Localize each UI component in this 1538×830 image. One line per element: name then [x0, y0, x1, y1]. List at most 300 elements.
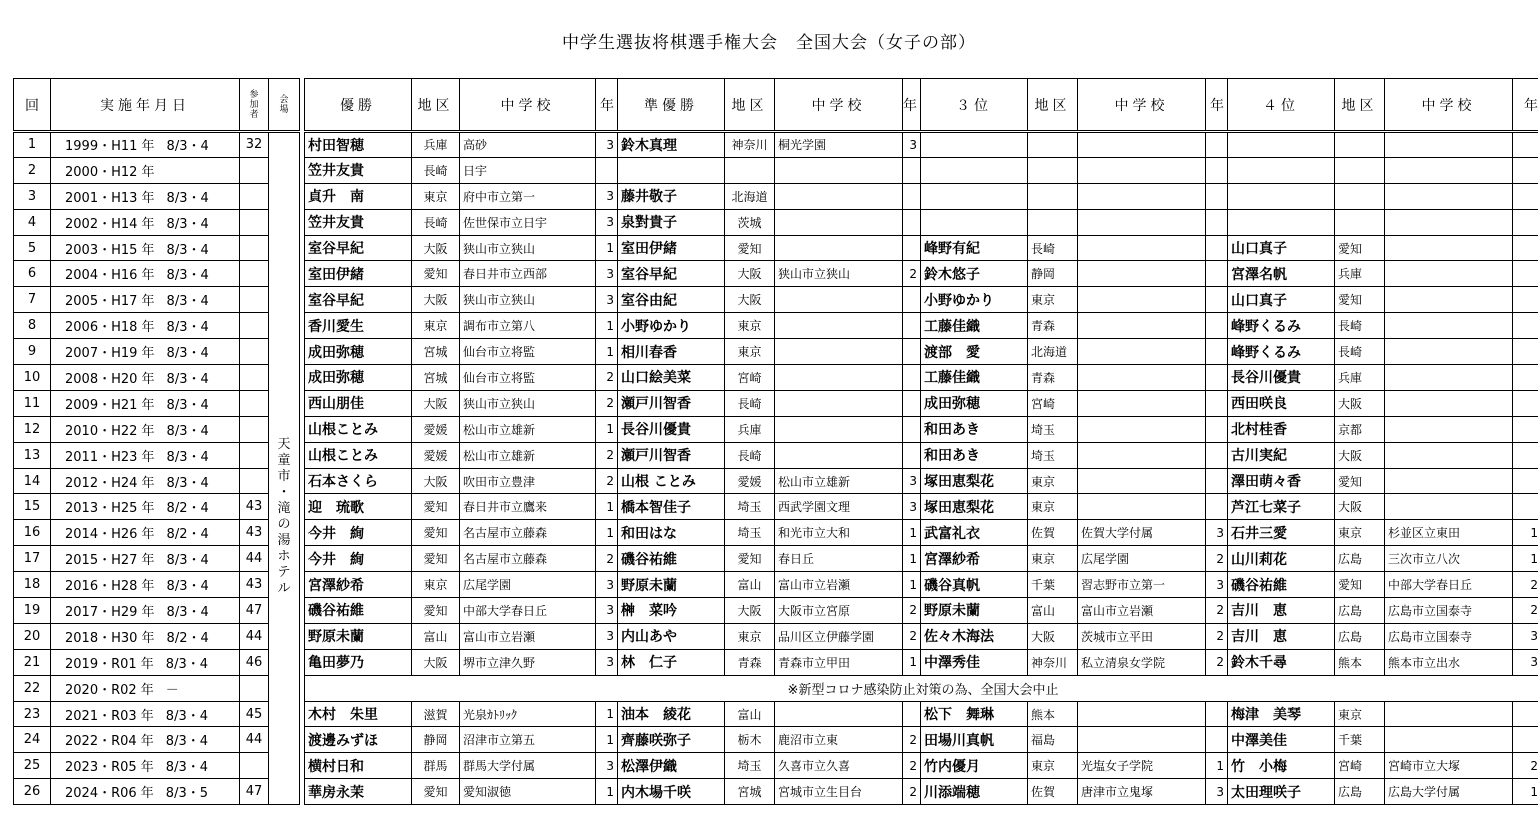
- winner-name: 室谷早紀: [305, 235, 412, 261]
- event-days: 8/3・4: [166, 190, 209, 206]
- winner-school: 狭山市立狭山: [460, 235, 596, 261]
- third-grade: 3: [1206, 572, 1228, 598]
- runner-up-region: 大阪: [725, 287, 775, 313]
- header-p2: 準優勝: [618, 79, 725, 132]
- runner-up-region: 東京: [725, 313, 775, 339]
- header-region: 地区: [1335, 79, 1385, 132]
- fourth-grade: [1513, 183, 1538, 209]
- round-number: 4: [14, 209, 51, 235]
- winner-school: 日宇: [460, 157, 596, 183]
- third-school: [1078, 132, 1206, 158]
- event-year: 2012・H24 年: [65, 475, 155, 491]
- event-days: 8/3・4: [166, 139, 209, 155]
- runner-up-school: 春日丘: [775, 546, 903, 572]
- round-number: 8: [14, 313, 51, 339]
- runner-up-region: 宮崎: [725, 365, 775, 391]
- runner-up-region: 宮城: [725, 779, 775, 805]
- participant-count: 45: [240, 701, 269, 727]
- third-grade: [1206, 183, 1228, 209]
- runner-up-school: [775, 313, 903, 339]
- fourth-name: [1228, 157, 1335, 183]
- winner-name: 山根ことみ: [305, 442, 412, 468]
- participant-count: 44: [240, 546, 269, 572]
- fourth-grade: [1513, 494, 1538, 520]
- winner-region: 東京: [412, 183, 460, 209]
- table-row: [14, 416, 300, 442]
- third-school: 佐賀大学付属: [1078, 520, 1206, 546]
- fourth-region: 愛知: [1335, 468, 1385, 494]
- event-date: [51, 598, 240, 624]
- participant-count: 43: [240, 520, 269, 546]
- runner-up-school: [775, 287, 903, 313]
- fourth-region: 愛知: [1335, 235, 1385, 261]
- winner-grade: 1: [596, 701, 618, 727]
- third-grade: [1206, 132, 1228, 158]
- table-row: [14, 598, 300, 624]
- runner-up-grade: [903, 235, 921, 261]
- third-region: 福島: [1028, 727, 1078, 753]
- third-school: [1078, 416, 1206, 442]
- winner-grade: 3: [596, 598, 618, 624]
- winner-name: 貞升 南: [305, 183, 412, 209]
- event-year: 1999・H11 年: [65, 139, 155, 155]
- round-number: 13: [14, 442, 51, 468]
- third-region: 埼玉: [1028, 442, 1078, 468]
- winner-region: 宮城: [412, 365, 460, 391]
- table-row: [305, 390, 1538, 416]
- winner-grade: 1: [596, 779, 618, 805]
- winner-grade: 3: [596, 753, 618, 779]
- winner-grade: 1: [596, 339, 618, 365]
- third-school: [1078, 261, 1206, 287]
- event-date: [51, 339, 240, 365]
- event-date: [51, 753, 240, 779]
- header-round: 回: [14, 79, 51, 132]
- event-year: 2022・R04 年: [65, 734, 154, 750]
- third-grade: [1206, 235, 1228, 261]
- runner-up-region: 富山: [725, 701, 775, 727]
- fourth-region: 広島: [1335, 598, 1385, 624]
- winner-name: 今井 絢: [305, 546, 412, 572]
- third-name: 塚田恵梨花: [921, 468, 1028, 494]
- event-days: 8/3・4: [166, 346, 209, 362]
- third-region: 佐賀: [1028, 520, 1078, 546]
- third-region: 青森: [1028, 365, 1078, 391]
- round-number: 15: [14, 494, 51, 520]
- fourth-school: [1385, 287, 1513, 313]
- runner-up-name: 鈴木真理: [618, 132, 725, 158]
- fourth-grade: 2: [1513, 753, 1538, 779]
- third-region: [1028, 183, 1078, 209]
- runner-up-grade: 2: [903, 261, 921, 287]
- round-number: 2: [14, 157, 51, 183]
- winner-grade: 3: [596, 287, 618, 313]
- winner-grade: 3: [596, 132, 618, 158]
- fourth-name: [1228, 209, 1335, 235]
- round-number: 12: [14, 416, 51, 442]
- event-date: [51, 623, 240, 649]
- runner-up-school: 青森市立甲田: [775, 649, 903, 675]
- runner-up-school: [775, 209, 903, 235]
- third-grade: 2: [1206, 598, 1228, 624]
- event-days: 8/2・4: [166, 527, 209, 543]
- runner-up-name: 和田はな: [618, 520, 725, 546]
- participant-count: [240, 183, 269, 209]
- header-grade: 年: [596, 79, 618, 132]
- event-year: 2011・H23 年: [65, 449, 155, 465]
- third-name: 松下 舞琳: [921, 701, 1028, 727]
- winner-region: 愛知: [412, 779, 460, 805]
- third-school: [1078, 727, 1206, 753]
- runner-up-school: 西武学園文理: [775, 494, 903, 520]
- fourth-region: [1335, 132, 1385, 158]
- table-row: [305, 468, 1538, 494]
- third-grade: [1206, 261, 1228, 287]
- third-name: [921, 132, 1028, 158]
- table-row: [305, 183, 1538, 209]
- fourth-name: 澤田萌々香: [1228, 468, 1335, 494]
- runner-up-school: [775, 339, 903, 365]
- event-year: 2005・H17 年: [65, 294, 155, 310]
- runner-up-grade: 3: [903, 468, 921, 494]
- round-number: 6: [14, 261, 51, 287]
- runner-up-grade: 2: [903, 727, 921, 753]
- winner-name: 山根ことみ: [305, 416, 412, 442]
- fourth-region: 東京: [1335, 520, 1385, 546]
- event-date: [51, 779, 240, 805]
- fourth-region: 東京: [1335, 701, 1385, 727]
- fourth-name: 西田咲良: [1228, 390, 1335, 416]
- event-days: 8/3・4: [165, 656, 208, 672]
- winner-school: 松山市立雄新: [460, 442, 596, 468]
- winner-name: 笠井友貴: [305, 157, 412, 183]
- runner-up-grade: [903, 701, 921, 727]
- runner-up-region: 愛知: [725, 546, 775, 572]
- table-row: [14, 779, 300, 805]
- third-grade: [1206, 416, 1228, 442]
- round-number: 16: [14, 520, 51, 546]
- table-row: [305, 753, 1538, 779]
- event-date: [51, 675, 240, 701]
- third-grade: [1206, 313, 1228, 339]
- event-days: 8/3・4: [166, 242, 209, 258]
- table-row: [14, 468, 300, 494]
- runner-up-school: 富山市立岩瀬: [775, 572, 903, 598]
- third-grade: [1206, 365, 1228, 391]
- fourth-region: 広島: [1335, 546, 1385, 572]
- winner-grade: 3: [596, 183, 618, 209]
- event-info-table: [13, 78, 300, 805]
- fourth-grade: 1: [1513, 779, 1538, 805]
- runner-up-grade: 3: [903, 494, 921, 520]
- round-number: 1: [14, 132, 51, 158]
- third-grade: [1206, 287, 1228, 313]
- third-region: 東京: [1028, 494, 1078, 520]
- table-row: [14, 209, 300, 235]
- event-year: 2024・R06 年: [65, 786, 154, 802]
- fourth-grade: [1513, 132, 1538, 158]
- third-school: 唐津市立鬼塚: [1078, 779, 1206, 805]
- winner-region: 愛知: [412, 494, 460, 520]
- third-grade: 1: [1206, 753, 1228, 779]
- fourth-name: 長谷川優貴: [1228, 365, 1335, 391]
- fourth-name: 古川実紀: [1228, 442, 1335, 468]
- runner-up-school: 鹿沼市立東: [775, 727, 903, 753]
- round-number: 11: [14, 390, 51, 416]
- table-row: [305, 649, 1538, 675]
- fourth-grade: [1513, 287, 1538, 313]
- event-days: 8/3・4: [166, 371, 209, 387]
- third-school: [1078, 442, 1206, 468]
- runner-up-school: [775, 183, 903, 209]
- fourth-school: [1385, 494, 1513, 520]
- runner-up-region: 大阪: [725, 598, 775, 624]
- runner-up-name: 松澤伊織: [618, 753, 725, 779]
- table-row: [14, 727, 300, 753]
- fourth-grade: [1513, 365, 1538, 391]
- third-region: 東京: [1028, 753, 1078, 779]
- participant-count: [240, 339, 269, 365]
- round-number: 26: [14, 779, 51, 805]
- winner-region: 大阪: [412, 235, 460, 261]
- event-year: 2016・H28 年: [65, 579, 155, 595]
- fourth-school: 熊本市立出水: [1385, 649, 1513, 675]
- fourth-school: 中部大学春日丘: [1385, 572, 1513, 598]
- winner-region: 兵庫: [412, 132, 460, 158]
- table-row: [14, 287, 300, 313]
- event-date: [51, 313, 240, 339]
- runner-up-school: 宮城市立生目台: [775, 779, 903, 805]
- participant-count: 46: [240, 649, 269, 675]
- table-row: [14, 442, 300, 468]
- event-days: 8/3・4: [166, 216, 209, 232]
- winner-region: 大阪: [412, 649, 460, 675]
- runner-up-grade: 2: [903, 598, 921, 624]
- venue-cell: 天 童 市 ・ 滝 の 湯 ホ テ ル: [269, 132, 300, 805]
- third-grade: [1206, 209, 1228, 235]
- round-number: 19: [14, 598, 51, 624]
- runner-up-school: 桐光学園: [775, 132, 903, 158]
- runner-up-grade: [903, 442, 921, 468]
- event-date: [51, 727, 240, 753]
- event-year: 2015・H27 年: [65, 553, 155, 569]
- fourth-region: 長崎: [1335, 339, 1385, 365]
- runner-up-region: 青森: [725, 649, 775, 675]
- table-row: [14, 365, 300, 391]
- third-region: 東京: [1028, 287, 1078, 313]
- round-number: 23: [14, 701, 51, 727]
- third-region: 大阪: [1028, 623, 1078, 649]
- table-row: [14, 623, 300, 649]
- third-region: [1028, 209, 1078, 235]
- table-row: [14, 390, 300, 416]
- third-school: [1078, 339, 1206, 365]
- winner-grade: 1: [596, 235, 618, 261]
- third-region: 東京: [1028, 468, 1078, 494]
- participant-count: 47: [240, 598, 269, 624]
- third-region: 静岡: [1028, 261, 1078, 287]
- winner-region: 愛媛: [412, 416, 460, 442]
- winner-name: 西山朋佳: [305, 390, 412, 416]
- table-row: [305, 727, 1538, 753]
- runner-up-grade: [903, 209, 921, 235]
- third-region: 熊本: [1028, 701, 1078, 727]
- third-school: 広尾学園: [1078, 546, 1206, 572]
- runner-up-name: 橋本智佳子: [618, 494, 725, 520]
- winner-name: 迎 琉歌: [305, 494, 412, 520]
- third-school: [1078, 390, 1206, 416]
- fourth-school: [1385, 183, 1513, 209]
- page-title: 中学生選抜将棋選手権大会 全国大会（女子の部）: [562, 33, 976, 53]
- runner-up-grade: 1: [903, 520, 921, 546]
- runner-up-school: [775, 416, 903, 442]
- third-school: [1078, 468, 1206, 494]
- event-days: 8/2・4: [166, 501, 209, 517]
- third-school: [1078, 287, 1206, 313]
- table-row: [305, 313, 1538, 339]
- third-grade: [1206, 442, 1228, 468]
- fourth-name: 山口真子: [1228, 287, 1335, 313]
- fourth-name: 石井三愛: [1228, 520, 1335, 546]
- header-grade: 年: [1513, 79, 1538, 132]
- runner-up-name: 室谷早紀: [618, 261, 725, 287]
- winner-region: 静岡: [412, 727, 460, 753]
- event-days: 8/3・4: [165, 760, 208, 776]
- runner-up-school: 松山市立雄新: [775, 468, 903, 494]
- header-region: 地区: [725, 79, 775, 132]
- participant-count: 43: [240, 572, 269, 598]
- third-region: 青森: [1028, 313, 1078, 339]
- winner-school: 仙台市立将監: [460, 339, 596, 365]
- header-school: 中学校: [775, 79, 903, 132]
- event-date: [51, 520, 240, 546]
- winner-school: 名古屋市立藤森: [460, 546, 596, 572]
- winner-region: 長崎: [412, 209, 460, 235]
- runner-up-region: 茨城: [725, 209, 775, 235]
- runner-up-region: 長崎: [725, 442, 775, 468]
- winner-school: 高砂: [460, 132, 596, 158]
- third-name: 工藤佳織: [921, 313, 1028, 339]
- participant-count: [240, 287, 269, 313]
- winner-name: 木村 朱里: [305, 701, 412, 727]
- third-grade: 2: [1206, 623, 1228, 649]
- fourth-name: 山川莉花: [1228, 546, 1335, 572]
- table-row: [305, 779, 1538, 805]
- fourth-school: 杉並区立東田: [1385, 520, 1513, 546]
- third-region: 長崎: [1028, 235, 1078, 261]
- fourth-region: 千葉: [1335, 727, 1385, 753]
- winner-grade: 1: [596, 416, 618, 442]
- third-name: 塚田恵梨花: [921, 494, 1028, 520]
- table-row: [305, 675, 1538, 701]
- third-region: 神奈川: [1028, 649, 1078, 675]
- header-school: 中学校: [460, 79, 596, 132]
- participant-count: 32: [240, 132, 269, 158]
- runner-up-name: 瀬戸川智香: [618, 442, 725, 468]
- runner-up-school: [775, 235, 903, 261]
- fourth-region: 愛知: [1335, 572, 1385, 598]
- runner-up-school: [775, 701, 903, 727]
- winner-school: 名古屋市立藤森: [460, 520, 596, 546]
- fourth-region: 広島: [1335, 779, 1385, 805]
- winner-region: 長崎: [412, 157, 460, 183]
- fourth-school: [1385, 313, 1513, 339]
- table-row: [305, 235, 1538, 261]
- runner-up-name: 山口絵美菜: [618, 365, 725, 391]
- fourth-region: [1335, 209, 1385, 235]
- event-year: 2021・R03 年: [65, 708, 154, 724]
- round-number: 25: [14, 753, 51, 779]
- event-date: [51, 209, 240, 235]
- round-number: 21: [14, 649, 51, 675]
- winner-region: 宮城: [412, 339, 460, 365]
- event-date: [51, 261, 240, 287]
- winner-grade: 2: [596, 442, 618, 468]
- participant-count: [240, 753, 269, 779]
- table-row: [14, 572, 300, 598]
- event-date: [51, 701, 240, 727]
- event-days: 8/3・4: [166, 449, 209, 465]
- winner-school: 府中市立第一: [460, 183, 596, 209]
- runner-up-school: [775, 157, 903, 183]
- table-row: [14, 339, 300, 365]
- runner-up-grade: 2: [903, 623, 921, 649]
- fourth-school: [1385, 261, 1513, 287]
- header-date: 実施年月日: [51, 79, 240, 132]
- runner-up-grade: 3: [903, 132, 921, 158]
- fourth-school: 広島大学付属: [1385, 779, 1513, 805]
- fourth-name: 梅津 美琴: [1228, 701, 1335, 727]
- event-date: [51, 442, 240, 468]
- fourth-grade: [1513, 468, 1538, 494]
- winner-school: 佐世保市立日宇: [460, 209, 596, 235]
- event-days: －: [165, 682, 179, 698]
- fourth-name: 宮澤名帆: [1228, 261, 1335, 287]
- fourth-school: [1385, 209, 1513, 235]
- runner-up-grade: [903, 339, 921, 365]
- winner-school: 春日井市立鷹来: [460, 494, 596, 520]
- fourth-grade: [1513, 157, 1538, 183]
- winner-region: 群馬: [412, 753, 460, 779]
- event-year: 2020・R02 年: [65, 682, 154, 698]
- winner-grade: 2: [596, 365, 618, 391]
- runner-up-grade: 1: [903, 546, 921, 572]
- runner-up-school: 大阪市立宮原: [775, 598, 903, 624]
- third-name: 田場川真帆: [921, 727, 1028, 753]
- winner-name: 石本さくら: [305, 468, 412, 494]
- third-name: 鈴木悠子: [921, 261, 1028, 287]
- winner-school: 愛知淑徳: [460, 779, 596, 805]
- winner-name: 成田弥穂: [305, 339, 412, 365]
- table-row: [305, 365, 1538, 391]
- event-date: [51, 183, 240, 209]
- fourth-school: [1385, 442, 1513, 468]
- winner-region: 愛知: [412, 598, 460, 624]
- table-row: [14, 546, 300, 572]
- event-year: 2000・H12 年: [65, 164, 155, 180]
- participant-count: 43: [240, 494, 269, 520]
- fourth-region: 宮崎: [1335, 753, 1385, 779]
- event-days: 8/2・4: [166, 630, 209, 646]
- winner-region: 滋賀: [412, 701, 460, 727]
- winner-school: 中部大学春日丘: [460, 598, 596, 624]
- fourth-grade: [1513, 339, 1538, 365]
- runner-up-grade: 2: [903, 753, 921, 779]
- event-days: 8/3・4: [166, 604, 209, 620]
- winner-name: 室谷早紀: [305, 287, 412, 313]
- table-row: [305, 494, 1538, 520]
- round-number: 7: [14, 287, 51, 313]
